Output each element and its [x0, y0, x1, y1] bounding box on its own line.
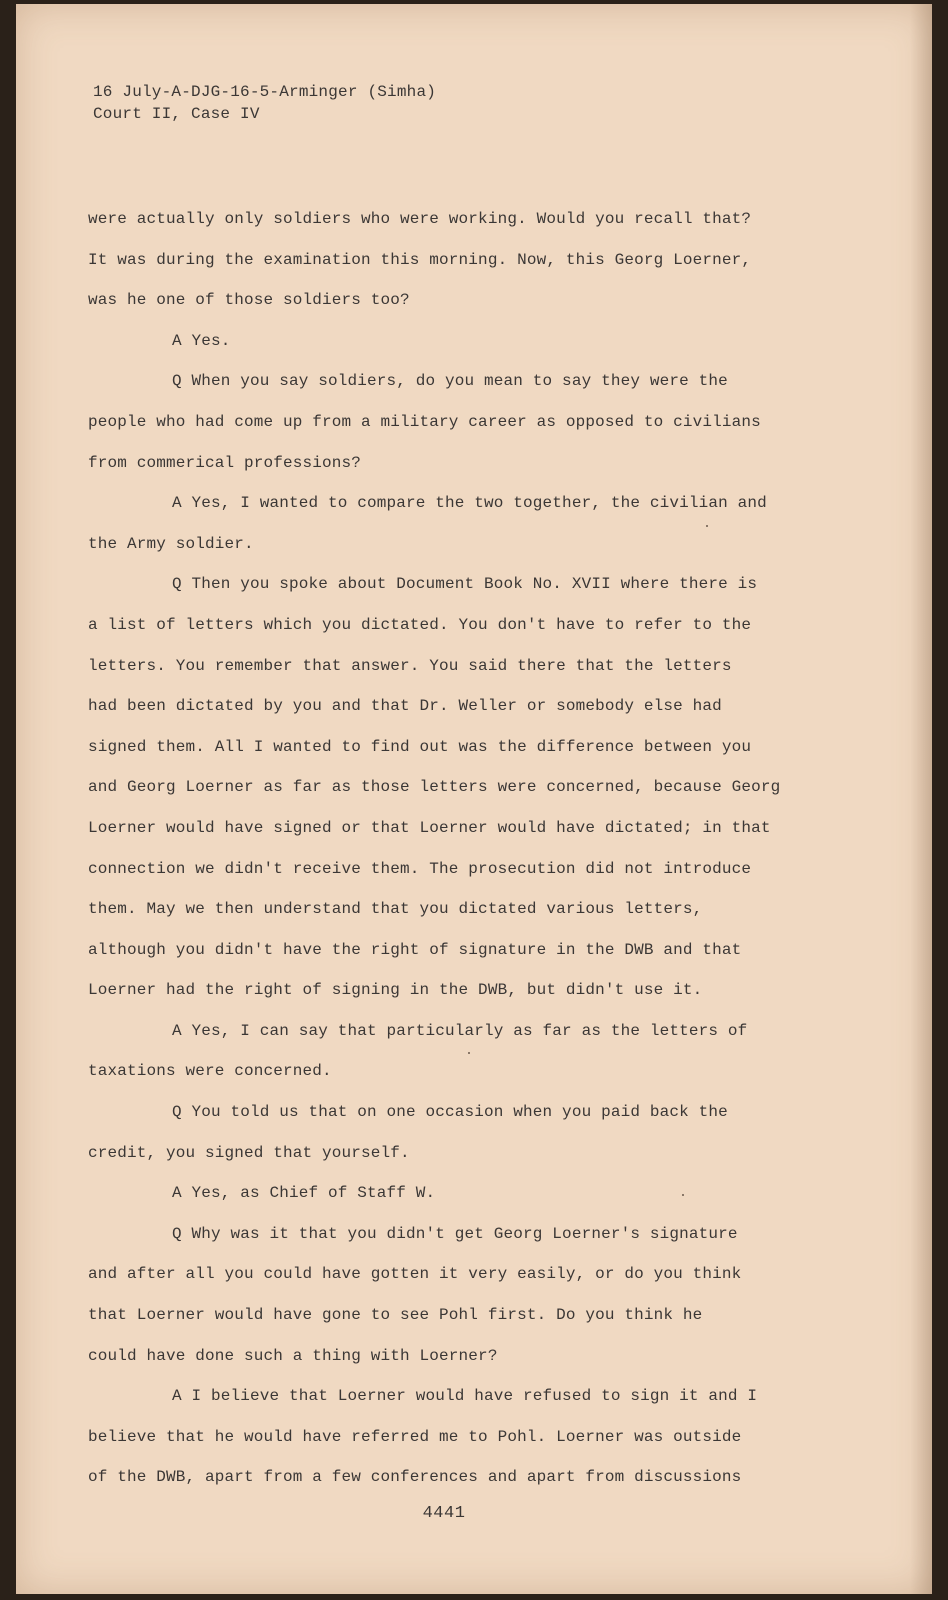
header-line-1: 16 July-A-DJG-16-5-Arminger (Simha) — [93, 83, 437, 101]
text-line: believe that he would have referred me to Pohl. Loerner was outside — [88, 1427, 742, 1446]
text-line: credit, you signed that yourself. — [88, 1143, 410, 1162]
paper-speck — [682, 1194, 684, 1196]
text-line: signed them. All I wanted to find out was the difference between you — [88, 737, 752, 756]
header-line-2: Court II, Case IV — [93, 105, 260, 123]
text-line: Loerner had the right of signing in the DWB, but didn't use it. — [88, 981, 703, 1000]
text-line: were actually only soldiers who were working. Would you recall that? — [88, 210, 752, 228]
page-number: 4441 — [422, 1504, 466, 1523]
answer-line: A I believe that Loerner would have refused to sign it and I — [172, 1387, 758, 1406]
question-line: Q You told us that on one occasion when you paid back the — [172, 1103, 728, 1122]
text-line: could have done such a thing with Loerner? — [88, 1346, 498, 1365]
question-line: Q Then you spoke about Document Book No. XVII where there is — [172, 575, 758, 594]
question-line: Q Why was it that you didn't get Georg Loerner's signature — [172, 1224, 738, 1243]
text-line: was he one of those soldiers too? — [88, 291, 410, 310]
text-line: and after all you could have gotten it very easily, or do you think — [88, 1265, 742, 1284]
answer-line: A Yes. — [172, 331, 231, 350]
text-line: taxations were concerned. — [88, 1062, 332, 1081]
text-line: the Army soldier. — [88, 534, 254, 553]
text-line: connection we didn't receive them. The prosecution did not introduce — [88, 859, 752, 878]
text-line: although you didn't have the right of signature in the DWB and that — [88, 940, 742, 959]
text-line: them. May we then understand that you dictated various letters, — [88, 900, 703, 919]
text-line: from commerical professions? — [88, 453, 362, 472]
text-line: letters. You remember that answer. You said there that the letters — [88, 656, 732, 675]
text-line: Loerner would have signed or that Loerner would have dictated; in that — [88, 818, 771, 837]
text-line: and Georg Loerner as far as those letters were concerned, because Georg — [88, 778, 781, 797]
text-line: had been dictated by you and that Dr. Weller or somebody else had — [88, 697, 722, 716]
question-line: Q When you say soldiers, do you mean to say they were the — [172, 372, 728, 391]
text-line: people who had come up from a military career as opposed to civilians — [88, 412, 761, 431]
paper-speck — [468, 1052, 470, 1054]
answer-line: A Yes, I wanted to compare the two together, the civilian and — [172, 494, 767, 513]
text-line: that Loerner would have gone to see Pohl first. Do you think he — [88, 1306, 703, 1325]
text-line: a list of letters which you dictated. You don't have to refer to the — [88, 615, 752, 634]
answer-line: A Yes, I can say that particularly as far as the letters of — [172, 1021, 748, 1040]
text-line: It was during the examination this morning. Now, this Georg Loerner, — [88, 250, 752, 269]
transcript-body — [88, 199, 840, 1498]
text-line: of the DWB, apart from a few conferences and apart from discussions — [88, 1468, 742, 1487]
document-page — [16, 4, 932, 1594]
header — [93, 81, 436, 125]
answer-line: A Yes, as Chief of Staff W. — [172, 1184, 436, 1203]
paper-speck — [706, 525, 708, 527]
